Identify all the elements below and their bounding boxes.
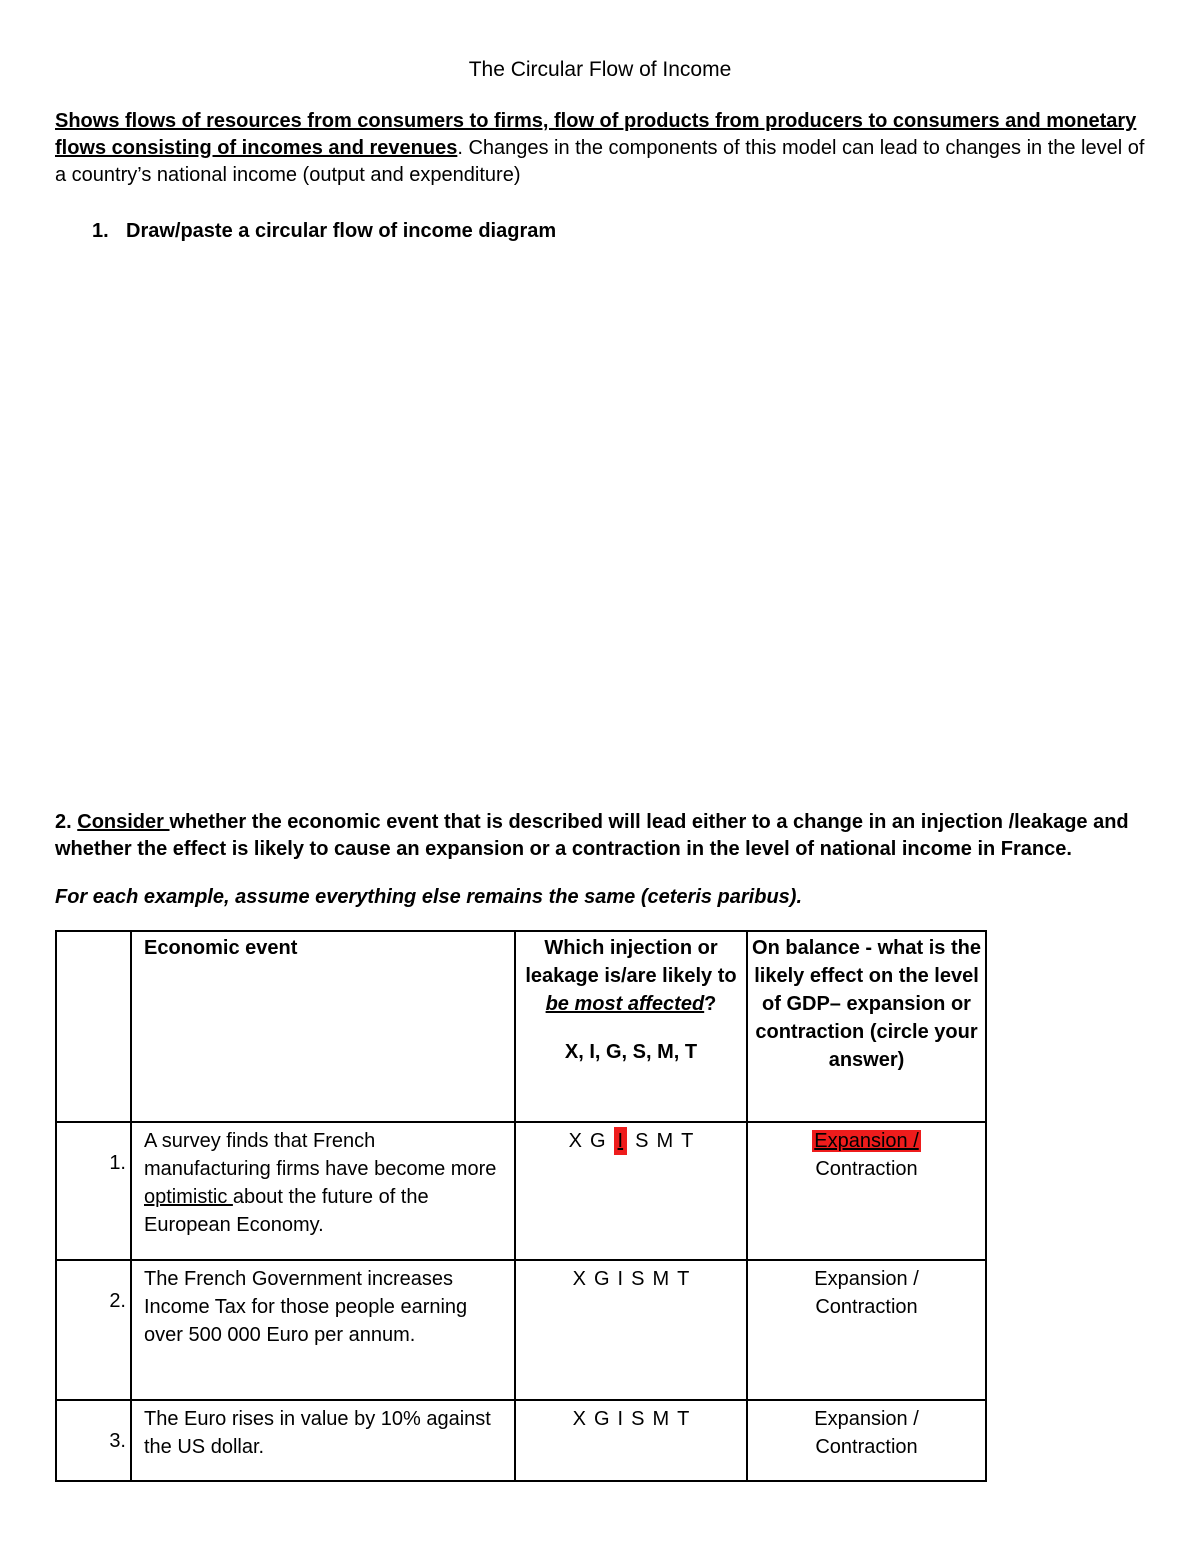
option-m[interactable]: M	[652, 1408, 670, 1430]
option-x[interactable]: X	[572, 1268, 586, 1290]
intro-paragraph	[55, 108, 1155, 189]
option-t[interactable]: T	[681, 1130, 694, 1152]
option-g[interactable]: G	[589, 1130, 606, 1152]
row-number: 3.	[109, 1430, 126, 1452]
event-description: The French Government increases Income Tax for those people earning over 500 000 Euro per annum.	[144, 1268, 468, 1346]
assumption-note: For each example, assume everything else remains the same (ceteris paribus).	[55, 886, 803, 908]
event-description: A survey finds that French manufacturing firms have become more optimistic about the future of the European Economy.	[144, 1130, 497, 1236]
injection-options	[516, 1401, 746, 1433]
events-table	[55, 930, 987, 1482]
row-number: 1.	[109, 1152, 126, 1174]
intro-rest-text: . Changes in the components of this model can lead to changes in the level of a country’s national income (output and expenditure)	[55, 137, 1145, 186]
option-g[interactable]: G	[593, 1408, 610, 1430]
table-header-row	[56, 931, 986, 1122]
question-1-number: 1.	[92, 220, 109, 242]
option-g[interactable]: G	[593, 1268, 610, 1290]
effect-contraction[interactable]: Contraction	[815, 1158, 918, 1180]
header-effect-cell	[747, 931, 986, 1122]
table-row	[56, 1260, 986, 1400]
header-injection-cell	[515, 931, 747, 1122]
question-2	[55, 809, 1175, 863]
effect-options	[748, 1123, 985, 1183]
header-injection-label: Which injection or leakage is/are likely to be most affected?	[525, 937, 737, 1015]
question-2-number: 2.	[55, 811, 78, 833]
effect-options	[748, 1261, 985, 1321]
intro-underlined-text: Shows flows of resources from consumers to firms, flow of products from producers to consumers and monetary flows consisting of incomes and revenues	[55, 110, 1137, 159]
option-s[interactable]: S	[631, 1268, 645, 1290]
page-title: The Circular Flow of Income	[468, 58, 732, 81]
table-row	[56, 1400, 986, 1481]
question-2-text: whether the economic event that is described will lead either to a change in an injection /leakage and whether the effect is likely to cause an expansion or a contraction in the level of national income in France.	[55, 811, 1129, 860]
table-row	[56, 1122, 986, 1260]
effect-expansion[interactable]: Expansion /	[814, 1268, 919, 1290]
option-m[interactable]: M	[656, 1130, 674, 1152]
header-number-cell	[56, 931, 131, 1122]
effect-options	[748, 1401, 985, 1461]
header-letters-list: X, I, G, S, M, T	[564, 1041, 698, 1063]
event-description: The Euro rises in value by 10% against the US dollar.	[144, 1408, 491, 1458]
option-t[interactable]: T	[677, 1268, 690, 1290]
effect-expansion-selected[interactable]: Expansion /	[814, 1130, 919, 1152]
injection-options	[516, 1123, 746, 1155]
option-x[interactable]: X	[568, 1130, 582, 1152]
effect-contraction[interactable]: Contraction	[815, 1296, 918, 1318]
effect-contraction[interactable]: Contraction	[815, 1436, 918, 1458]
option-i[interactable]: I	[617, 1408, 624, 1430]
header-event-cell	[131, 931, 515, 1122]
option-i-selected[interactable]: I	[614, 1127, 628, 1155]
question-1	[92, 220, 556, 243]
option-t[interactable]: T	[677, 1408, 690, 1430]
option-x[interactable]: X	[572, 1408, 586, 1430]
option-s[interactable]: S	[635, 1130, 649, 1152]
header-effect-label: On balance - what is the likely effect on the level of GDP– expansion or contraction (circle your answer)	[752, 937, 981, 1071]
option-m[interactable]: M	[652, 1268, 670, 1290]
option-i[interactable]: I	[617, 1268, 624, 1290]
option-s[interactable]: S	[631, 1408, 645, 1430]
effect-expansion[interactable]: Expansion /	[814, 1408, 919, 1430]
injection-options	[516, 1261, 746, 1293]
row-number: 2.	[109, 1290, 126, 1312]
question-2-keyword: Consider	[77, 811, 170, 833]
question-1-text: Draw/paste a circular flow of income diagram	[126, 220, 557, 242]
header-event-label: Economic event	[144, 937, 298, 959]
